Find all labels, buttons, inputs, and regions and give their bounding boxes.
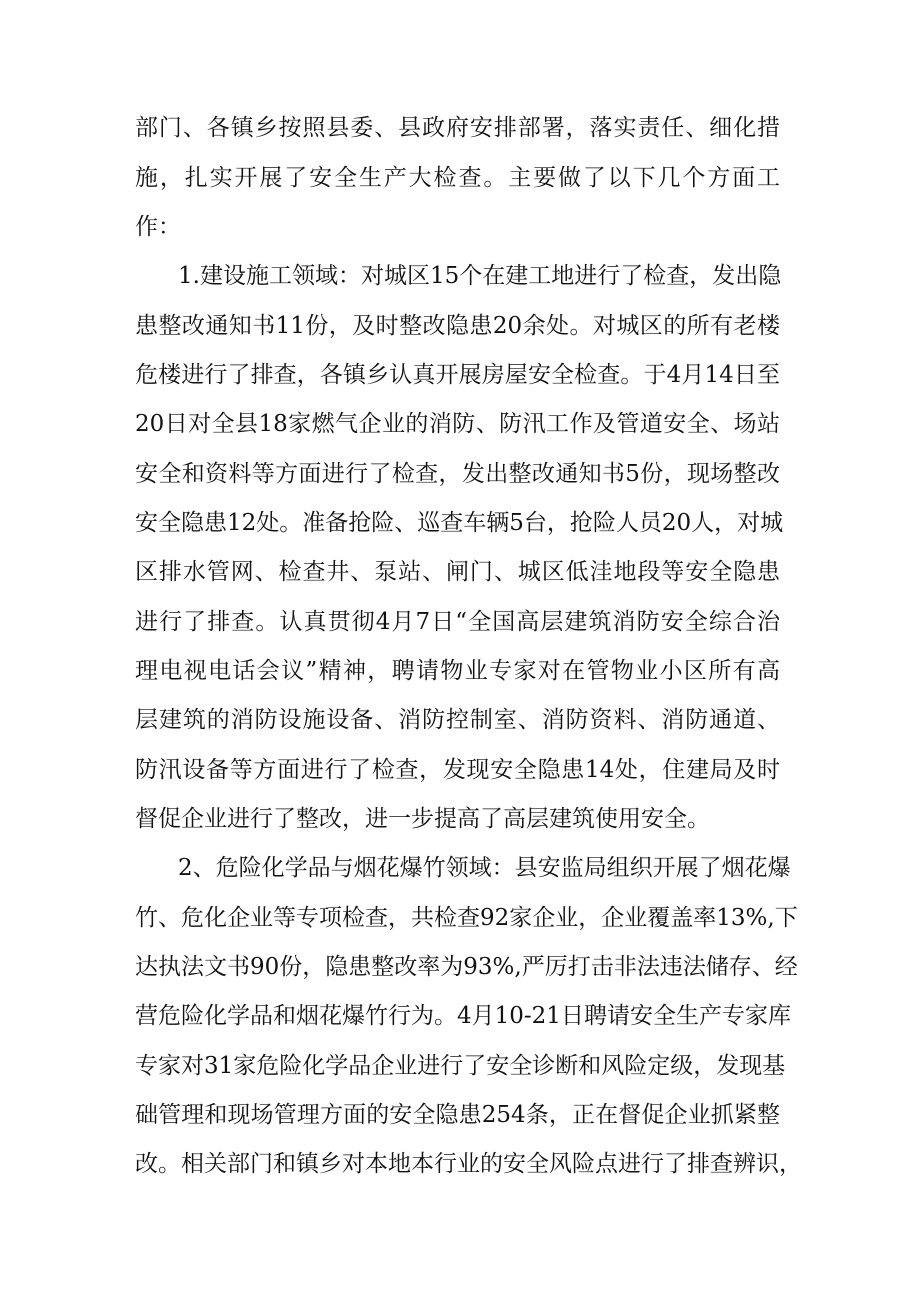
text-line: 20日对全县18家燃气企业的消防、防汛工作及管道安全、场站 bbox=[135, 411, 780, 437]
text-line: 部门、各镇乡按照县委、县政府安排部署，落实责任、细化措 bbox=[135, 115, 780, 141]
text-line: 营危险化学品和烟花爆竹行为。4月10-21日聘请安全生产专家库 bbox=[135, 1003, 791, 1029]
text-line: 层建筑的消防设施设备、消防控制室、消防资料、消防通道、 bbox=[135, 707, 780, 733]
text-line: 安全和资料等方面进行了检查，发出整改通知书5份，现场整改 bbox=[135, 461, 780, 487]
text-line: 防汛设备等方面进行了检查，发现安全隐患14处，住建局及时 bbox=[135, 757, 780, 783]
text-line: 专家对31家危险化学品企业进行了安全诊断和风险定级，发现基 bbox=[135, 1053, 786, 1079]
text-line: 区排水管网、检查井、泵站、闸门、城区低洼地段等安全隐患 bbox=[135, 559, 780, 585]
text-line: 1.建设施工领域：对城区15个在建工地进行了检查，发出隐 bbox=[178, 263, 782, 289]
text-line: 危楼进行了排查，各镇乡认真开展房屋安全检查。于4月14日至 bbox=[135, 362, 780, 388]
text-line: 达执法文书90份，隐患整改率为93%,严厉打击非法违法储存、经 bbox=[135, 954, 798, 980]
text-line: 安全隐患12处。准备抢险、巡查车辆5台，抢险人员20人，对城 bbox=[135, 510, 784, 536]
text-line: 患整改通知书11份，及时整改隐患20余处。对城区的所有老楼 bbox=[135, 313, 780, 339]
text-line: 督促企业进行了整改，进一步提高了高层建筑使用安全。 bbox=[135, 806, 710, 832]
text-line: 进行了排查。认真贯彻4月7日“全国高层建筑消防安全综合治 bbox=[135, 609, 780, 635]
text-line: 础管理和现场管理方面的安全隐患254条，正在督促企业抓紧整 bbox=[135, 1102, 780, 1128]
text-line: 2、危险化学品与烟花爆竹领域：县安监局组织开展了烟花爆 bbox=[178, 855, 791, 881]
text-line: 施，扎实开展了安全生产大检查。主要做了以下几个方面工 bbox=[135, 165, 780, 191]
text-line: 竹、危化企业等专项检查，共检查92家企业，企业覆盖率13%,下 bbox=[135, 905, 798, 931]
text-line: 作： bbox=[135, 214, 181, 240]
text-line: 改。相关部门和镇乡对本地本行业的安全风险点进行了排查辨识， bbox=[135, 1151, 802, 1177]
text-line: 理电视电话会议”精神，聘请物业专家对在管物业小区所有高 bbox=[135, 658, 780, 684]
